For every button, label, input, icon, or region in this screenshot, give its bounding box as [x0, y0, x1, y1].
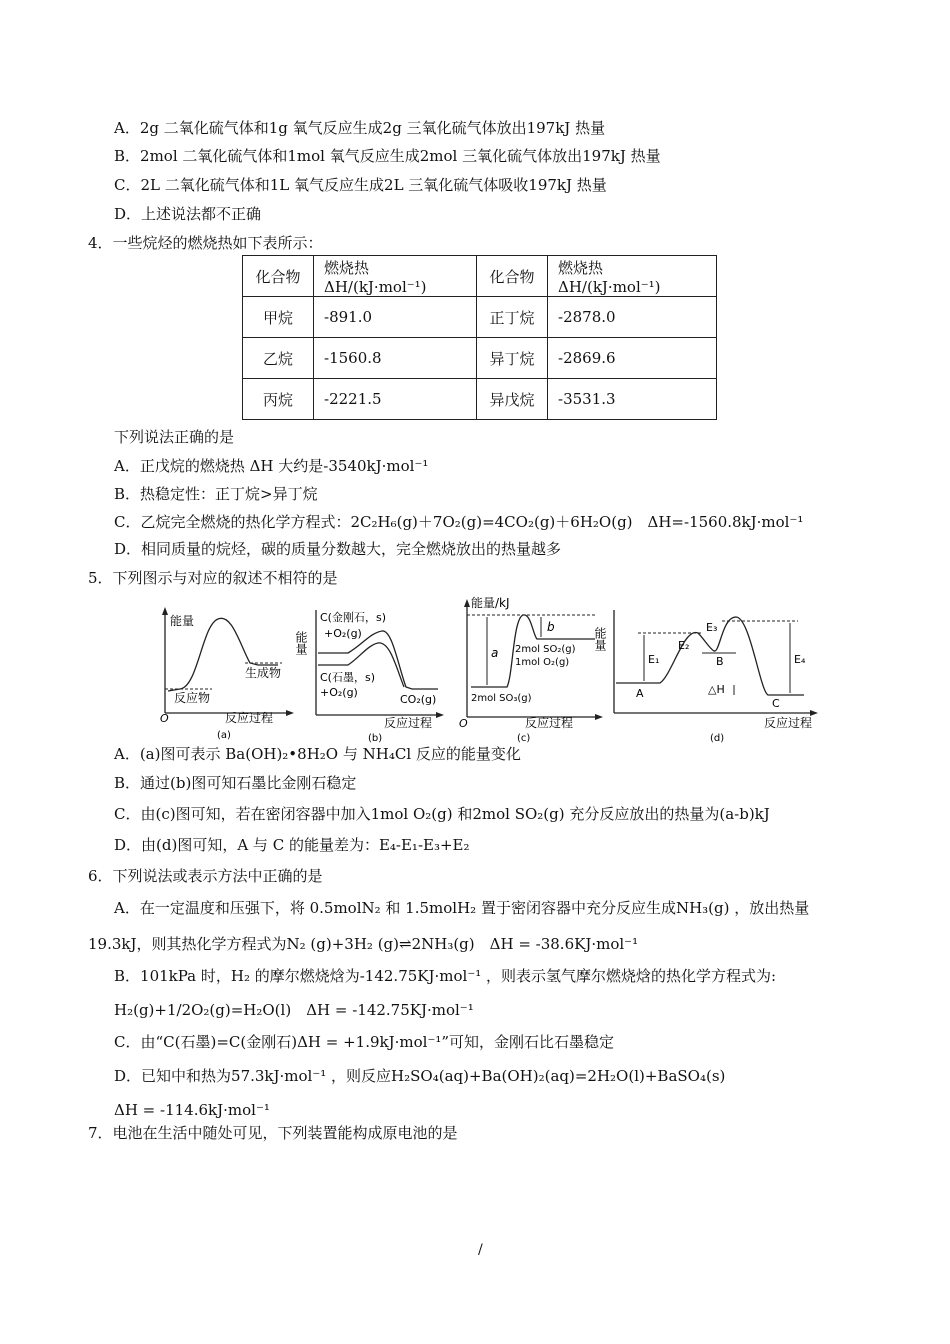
q3-option-c: C．2L 二氧化硫气体和1L 氧气反应生成2L 三氧化硫气体吸收197kJ 热量: [114, 176, 607, 194]
y-label: 能量: [294, 631, 308, 655]
product-label: 生成物: [245, 666, 282, 680]
q6-option-d-line1: D．已知中和热为57.3kJ·mol⁻¹ ，则反应H₂SO₄(aq)+Ba(OH)₂(aq)=2H₂O(l)+BaSO₄(s): [114, 1067, 726, 1085]
e4-label: E₄: [794, 653, 806, 666]
arrow-icon: [436, 712, 444, 718]
q4-prompt: 下列说法正确的是: [114, 428, 235, 446]
point-c-label: C: [772, 697, 780, 710]
figure-d: [593, 595, 823, 745]
x-label: 反应过程: [525, 716, 574, 730]
q3-option-d: D．上述说法都不正确: [114, 205, 262, 223]
page-footer: /: [478, 1242, 483, 1258]
table-cell: -3531.3: [548, 379, 717, 420]
table-header: 燃烧热 ΔH/(kJ·mol⁻¹): [548, 256, 717, 297]
q6-option-a-line1: A．在一定温度和压强下，将 0.5molN₂ 和 1.5molH₂ 置于密闭容器中充分反应生成NH₃(g) ，放出热量: [114, 899, 810, 917]
table-cell: -2869.6: [548, 338, 717, 379]
figure-caption: (d): [710, 733, 725, 744]
table-cell: 正丁烷: [477, 297, 548, 338]
x-label: 反应过程: [384, 716, 433, 730]
q6-stem: 6．下列说法或表示方法中正确的是: [88, 867, 323, 885]
reactant-label: 反应物: [174, 691, 211, 705]
q6-option-d-line2: ΔH = -114.6kJ·mol⁻¹: [114, 1101, 270, 1119]
point-b-label: B: [716, 655, 724, 668]
a-label: a: [491, 646, 499, 660]
x-label: 反应过程: [764, 716, 813, 730]
q4-stem: 4．一些烷烃的燃烧热如下表所示：: [88, 234, 323, 252]
table-header: 化合物: [477, 256, 548, 297]
table-row: [243, 338, 717, 379]
table-header: 化合物: [243, 256, 314, 297]
y-label: 能量/kJ: [471, 596, 510, 610]
y-label: 能量: [170, 614, 195, 628]
q6-option-c: C．由“C(石墨)=C(金刚石)ΔH = +1.9kJ·mol⁻¹”可知，金刚石比石墨稳定: [114, 1033, 615, 1051]
table-cell: -2221.5: [314, 379, 477, 420]
q3-option-a: A．2g 二氧化硫气体和1g 氧气反应生成2g 三氧化硫气体放出197kJ 热量: [114, 119, 606, 137]
table-cell: 甲烷: [243, 297, 314, 338]
table-row: [243, 379, 717, 420]
figure-c: [455, 595, 605, 745]
y-label: 能量: [593, 627, 607, 651]
origin-label: O: [459, 717, 468, 730]
diamond-label: C(金刚石，s): [320, 611, 386, 624]
arrow-icon: [286, 710, 294, 716]
q4-option-c: C．乙烷完全燃烧的热化学方程式：2C₂H₆(g)＋7O₂(g)=4CO₂(g)＋6H₂O(g) ΔH=-1560.8kJ·mol⁻¹: [114, 513, 804, 531]
energy-curve: [168, 618, 278, 691]
figure-caption: (b): [368, 733, 383, 744]
figure-b: [294, 595, 446, 745]
q5-option-a: A．(a)图可表示 Ba(OH)₂•8H₂O 与 NH₄Cl 反应的能量变化: [114, 745, 521, 763]
e2-label: E₂: [678, 639, 690, 652]
arrow-icon: [162, 607, 168, 615]
figure-caption: (c): [517, 733, 531, 744]
o2-label: +O₂(g): [320, 686, 358, 699]
combustion-heat-table: [242, 255, 717, 420]
table-cell: -891.0: [314, 297, 477, 338]
dh-label: △H: [708, 683, 725, 696]
origin-label: O: [160, 712, 169, 725]
q6-option-b-line1: B．101kPa 时，H₂ 的摩尔燃烧焓为-142.75KJ·mol⁻¹ ，则表示氢气摩尔燃烧焓的热化学方程式为:: [114, 967, 777, 985]
table-row: [243, 297, 717, 338]
table-cell: 乙烷: [243, 338, 314, 379]
q3-option-b: B．2mol 二氧化硫气体和1mol 氧气反应生成2mol 三氧化硫气体放出197kJ 热量: [114, 147, 661, 165]
q5-option-d: D．由(d)图可知，A 与 C 的能量差为：E₄-E₁-E₃+E₂: [114, 836, 470, 854]
so3-label: 2mol SO₃(g): [471, 693, 532, 704]
e3-label: E₃: [706, 621, 718, 634]
q5-option-c: C．由(c)图可知，若在密闭容器中加入1mol O₂(g) 和2mol SO₂(g) 充分反应放出的热量为(a-b)kJ: [114, 805, 770, 823]
table-cell: 异丁烷: [477, 338, 548, 379]
o2-label: 1mol O₂(g): [515, 657, 570, 668]
b-label: b: [547, 620, 555, 634]
q4-option-d: D．相同质量的烷烃，碳的质量分数越大，完全燃烧放出的热量越多: [114, 540, 562, 558]
so2-label: 2mol SO₂(g): [515, 644, 576, 655]
q6-option-b-line2: H₂(g)+1/2O₂(g)=H₂O(l) ΔH = -142.75KJ·mol⁻¹: [114, 1001, 474, 1019]
table-cell: 丙烷: [243, 379, 314, 420]
q6-option-a-line2: 19.3kJ，则其热化学方程式为N₂ (g)+3H₂ (g)⇌2NH₃(g) ΔH = -38.6KJ·mol⁻¹: [88, 935, 639, 953]
co2-label: CO₂(g): [400, 693, 437, 706]
table-cell: -2878.0: [548, 297, 717, 338]
table-cell: 异戊烷: [477, 379, 548, 420]
q4-option-a: A．正戊烷的燃烧热 ΔH 大约是-3540kJ·mol⁻¹: [114, 457, 429, 475]
q7-stem: 7．电池在生活中随处可见，下列装置能构成原电池的是: [88, 1124, 458, 1142]
table-cell: -1560.8: [314, 338, 477, 379]
table-header-row: [243, 256, 717, 297]
graphite-label: C(石墨，s): [320, 671, 375, 684]
o2-label: +O₂(g): [324, 627, 362, 640]
q5-option-b: B．通过(b)图可知石墨比金刚石稳定: [114, 774, 357, 792]
e1-label: E₁: [648, 653, 660, 666]
arrow-icon: [464, 599, 470, 607]
point-a-label: A: [636, 687, 644, 700]
q4-option-b: B．热稳定性：正丁烷>异丁烷: [114, 485, 318, 503]
table-header: 燃烧热 ΔH/(kJ·mol⁻¹): [314, 256, 477, 297]
q5-stem: 5．下列图示与对应的叙述不相符的是: [88, 569, 338, 587]
figure-a: [150, 595, 295, 745]
figure-caption: (a): [217, 730, 231, 741]
x-label: 反应过程: [225, 711, 274, 725]
